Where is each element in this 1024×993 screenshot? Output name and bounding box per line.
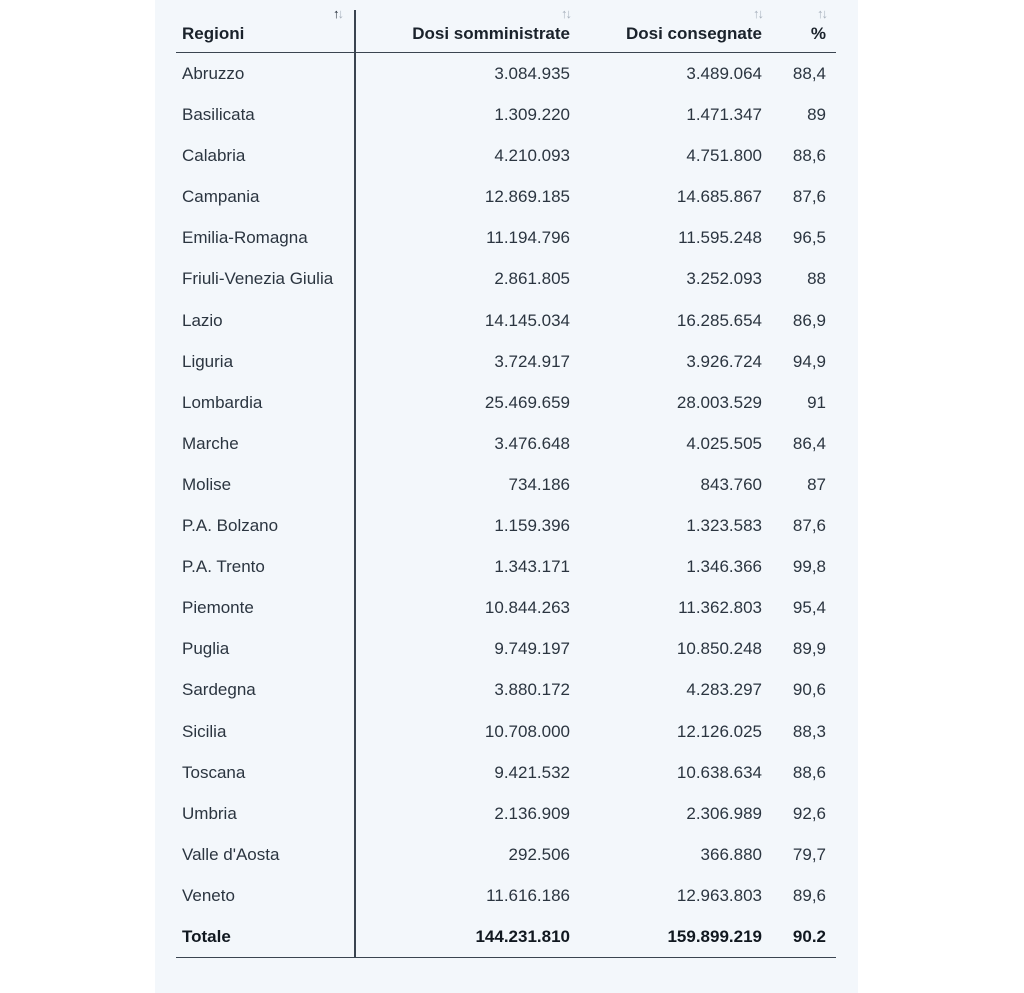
table-row xyxy=(176,752,836,793)
percent-cell: 96,5 xyxy=(792,228,826,248)
administered-cell: 2.861.805 xyxy=(494,269,570,289)
percent-cell: 87,6 xyxy=(792,516,826,536)
region-cell: Sardegna xyxy=(182,680,256,700)
delivered-cell: 1.323.583 xyxy=(686,516,762,536)
table-row xyxy=(176,423,836,464)
delivered-cell: 3.489.064 xyxy=(686,64,762,83)
percent-cell: 99,8 xyxy=(792,557,826,577)
table-row xyxy=(176,546,836,587)
region-cell: Basilicata xyxy=(182,105,255,125)
table-row xyxy=(176,217,836,258)
percent-cell: 89 xyxy=(807,105,826,125)
administered-cell: 4.210.093 xyxy=(494,146,570,166)
region-cell: P.A. Trento xyxy=(182,557,265,577)
delivered-cell: 12.126.025 xyxy=(676,721,762,741)
administered-cell: 3.880.172 xyxy=(494,680,570,700)
administered-cell: 12.869.185 xyxy=(484,187,570,207)
region-cell: Lombardia xyxy=(182,392,263,412)
delivered-cell: 12.963.803 xyxy=(676,885,762,905)
percent-cell: 94,9 xyxy=(792,351,826,371)
percent-cell: 88,6 xyxy=(792,146,826,166)
percent-cell: 79,7 xyxy=(792,844,826,864)
delivered-cell: 366.880 xyxy=(700,844,762,864)
administered-cell: 25.469.659 xyxy=(484,392,570,412)
percent-cell: 95,4 xyxy=(792,598,826,618)
percent-cell: 86,4 xyxy=(792,433,826,453)
administered-cell: 11.194.796 xyxy=(486,228,570,248)
table-row xyxy=(176,176,836,217)
administered-cell: 292.506 xyxy=(508,844,570,864)
delivered-cell: 1.346.366 xyxy=(686,557,762,577)
table-row xyxy=(176,587,836,628)
percent-cell: 86,9 xyxy=(792,310,826,330)
administered-cell: 2.136.909 xyxy=(494,803,570,823)
table-row xyxy=(176,711,836,752)
table-total-row xyxy=(176,916,836,958)
region-cell: Molise xyxy=(182,474,232,494)
delivered-cell: 2.306.989 xyxy=(686,803,762,823)
table-row xyxy=(176,628,836,669)
region-cell: Emilia-Romagna xyxy=(182,228,308,248)
percent-cell: 87 xyxy=(807,474,826,494)
column-divider xyxy=(354,10,356,958)
region-cell: Valle d'Aosta xyxy=(182,844,280,864)
region-cell: Lazio xyxy=(182,310,223,330)
administered-cell: 9.421.532 xyxy=(494,762,570,782)
percent-cell: 89,9 xyxy=(792,639,826,659)
table-row xyxy=(176,505,836,546)
table-row xyxy=(176,135,836,176)
delivered-cell: 10.638.634 xyxy=(676,762,762,782)
column-header-regioni[interactable]: ↑↓ Regioni xyxy=(182,6,342,43)
administered-cell: 10.844.263 xyxy=(484,598,570,618)
administered-cell: 1.309.220 xyxy=(494,105,570,125)
table-row xyxy=(176,793,836,834)
administered-cell: 11.616.186 xyxy=(486,885,570,905)
administered-cell: 14.145.034 xyxy=(484,310,570,330)
table-row xyxy=(176,94,836,135)
table-row xyxy=(176,53,836,94)
delivered-cell: 159.899.219 xyxy=(667,926,762,946)
administered-cell: 144.231.810 xyxy=(475,926,570,946)
region-cell: Toscana xyxy=(182,762,246,782)
sort-icon[interactable]: ↑↓ xyxy=(817,6,826,21)
delivered-cell: 28.003.529 xyxy=(676,392,762,412)
region-cell: Abruzzo xyxy=(182,64,245,83)
percent-cell: 87,6 xyxy=(792,187,826,207)
sort-icon[interactable]: ↑↓ xyxy=(333,6,342,21)
table-row xyxy=(176,875,836,916)
percent-cell: 88 xyxy=(807,269,826,289)
delivered-cell: 10.850.248 xyxy=(676,639,762,659)
region-cell: P.A. Bolzano xyxy=(182,516,279,536)
table-row xyxy=(176,382,836,423)
region-cell: Piemonte xyxy=(182,598,254,618)
delivered-cell: 16.285.654 xyxy=(676,310,762,330)
delivered-cell: 4.283.297 xyxy=(686,680,762,700)
delivered-cell: 4.025.505 xyxy=(686,433,762,453)
percent-cell: 88,4 xyxy=(792,64,826,83)
administered-cell: 3.724.917 xyxy=(494,351,570,371)
region-cell: Campania xyxy=(182,187,260,207)
sort-icon[interactable]: ↑↓ xyxy=(753,6,762,21)
percent-cell: 88,6 xyxy=(792,762,826,782)
table-row xyxy=(176,258,836,299)
table-row xyxy=(176,669,836,710)
sort-icon[interactable]: ↑↓ xyxy=(561,6,570,21)
region-cell: Puglia xyxy=(182,639,230,659)
table-header xyxy=(176,0,836,53)
administered-cell: 3.476.648 xyxy=(494,433,570,453)
administered-cell: 9.749.197 xyxy=(494,639,570,659)
column-header-dosi-somministrate[interactable]: ↑↓ Dosi somministrate xyxy=(412,6,570,43)
percent-cell: 92,6 xyxy=(792,803,826,823)
column-header-dosi-consegnate[interactable]: ↑↓ Dosi consegnate xyxy=(625,6,762,43)
delivered-cell: 14.685.867 xyxy=(676,187,762,207)
delivered-cell: 11.362.803 xyxy=(678,598,762,618)
region-cell: Calabria xyxy=(182,146,246,166)
delivered-cell: 11.595.248 xyxy=(678,228,762,248)
vaccine-doses-table xyxy=(176,0,836,958)
administered-cell: 10.708.000 xyxy=(484,721,570,741)
delivered-cell: 843.760 xyxy=(700,474,762,494)
table-row xyxy=(176,464,836,505)
delivered-cell: 3.252.093 xyxy=(686,269,762,289)
region-cell: Umbria xyxy=(182,803,237,823)
delivered-cell: 4.751.800 xyxy=(686,146,762,166)
table-row xyxy=(176,834,836,875)
table-row xyxy=(176,300,836,341)
region-cell: Veneto xyxy=(182,885,235,905)
percent-cell: 88,3 xyxy=(792,721,826,741)
delivered-cell: 3.926.724 xyxy=(686,351,762,371)
percent-cell: 90.2 xyxy=(792,926,826,946)
column-header-percent[interactable]: ↑↓ % xyxy=(810,6,826,43)
administered-cell: 3.084.935 xyxy=(494,64,570,83)
table-row xyxy=(176,341,836,382)
percent-cell: 91 xyxy=(807,392,826,412)
percent-cell: 90,6 xyxy=(792,680,826,700)
percent-cell: 89,6 xyxy=(792,885,826,905)
region-cell: Friuli-Venezia Giulia xyxy=(182,269,334,289)
region-cell: Marche xyxy=(182,433,239,453)
region-cell: Liguria xyxy=(182,351,234,371)
region-cell: Sicilia xyxy=(182,721,227,741)
administered-cell: 1.159.396 xyxy=(494,516,570,536)
administered-cell: 734.186 xyxy=(508,474,570,494)
table-body xyxy=(176,53,836,958)
delivered-cell: 1.471.347 xyxy=(686,105,762,125)
administered-cell: 1.343.171 xyxy=(494,557,570,577)
region-cell: Totale xyxy=(182,926,231,946)
